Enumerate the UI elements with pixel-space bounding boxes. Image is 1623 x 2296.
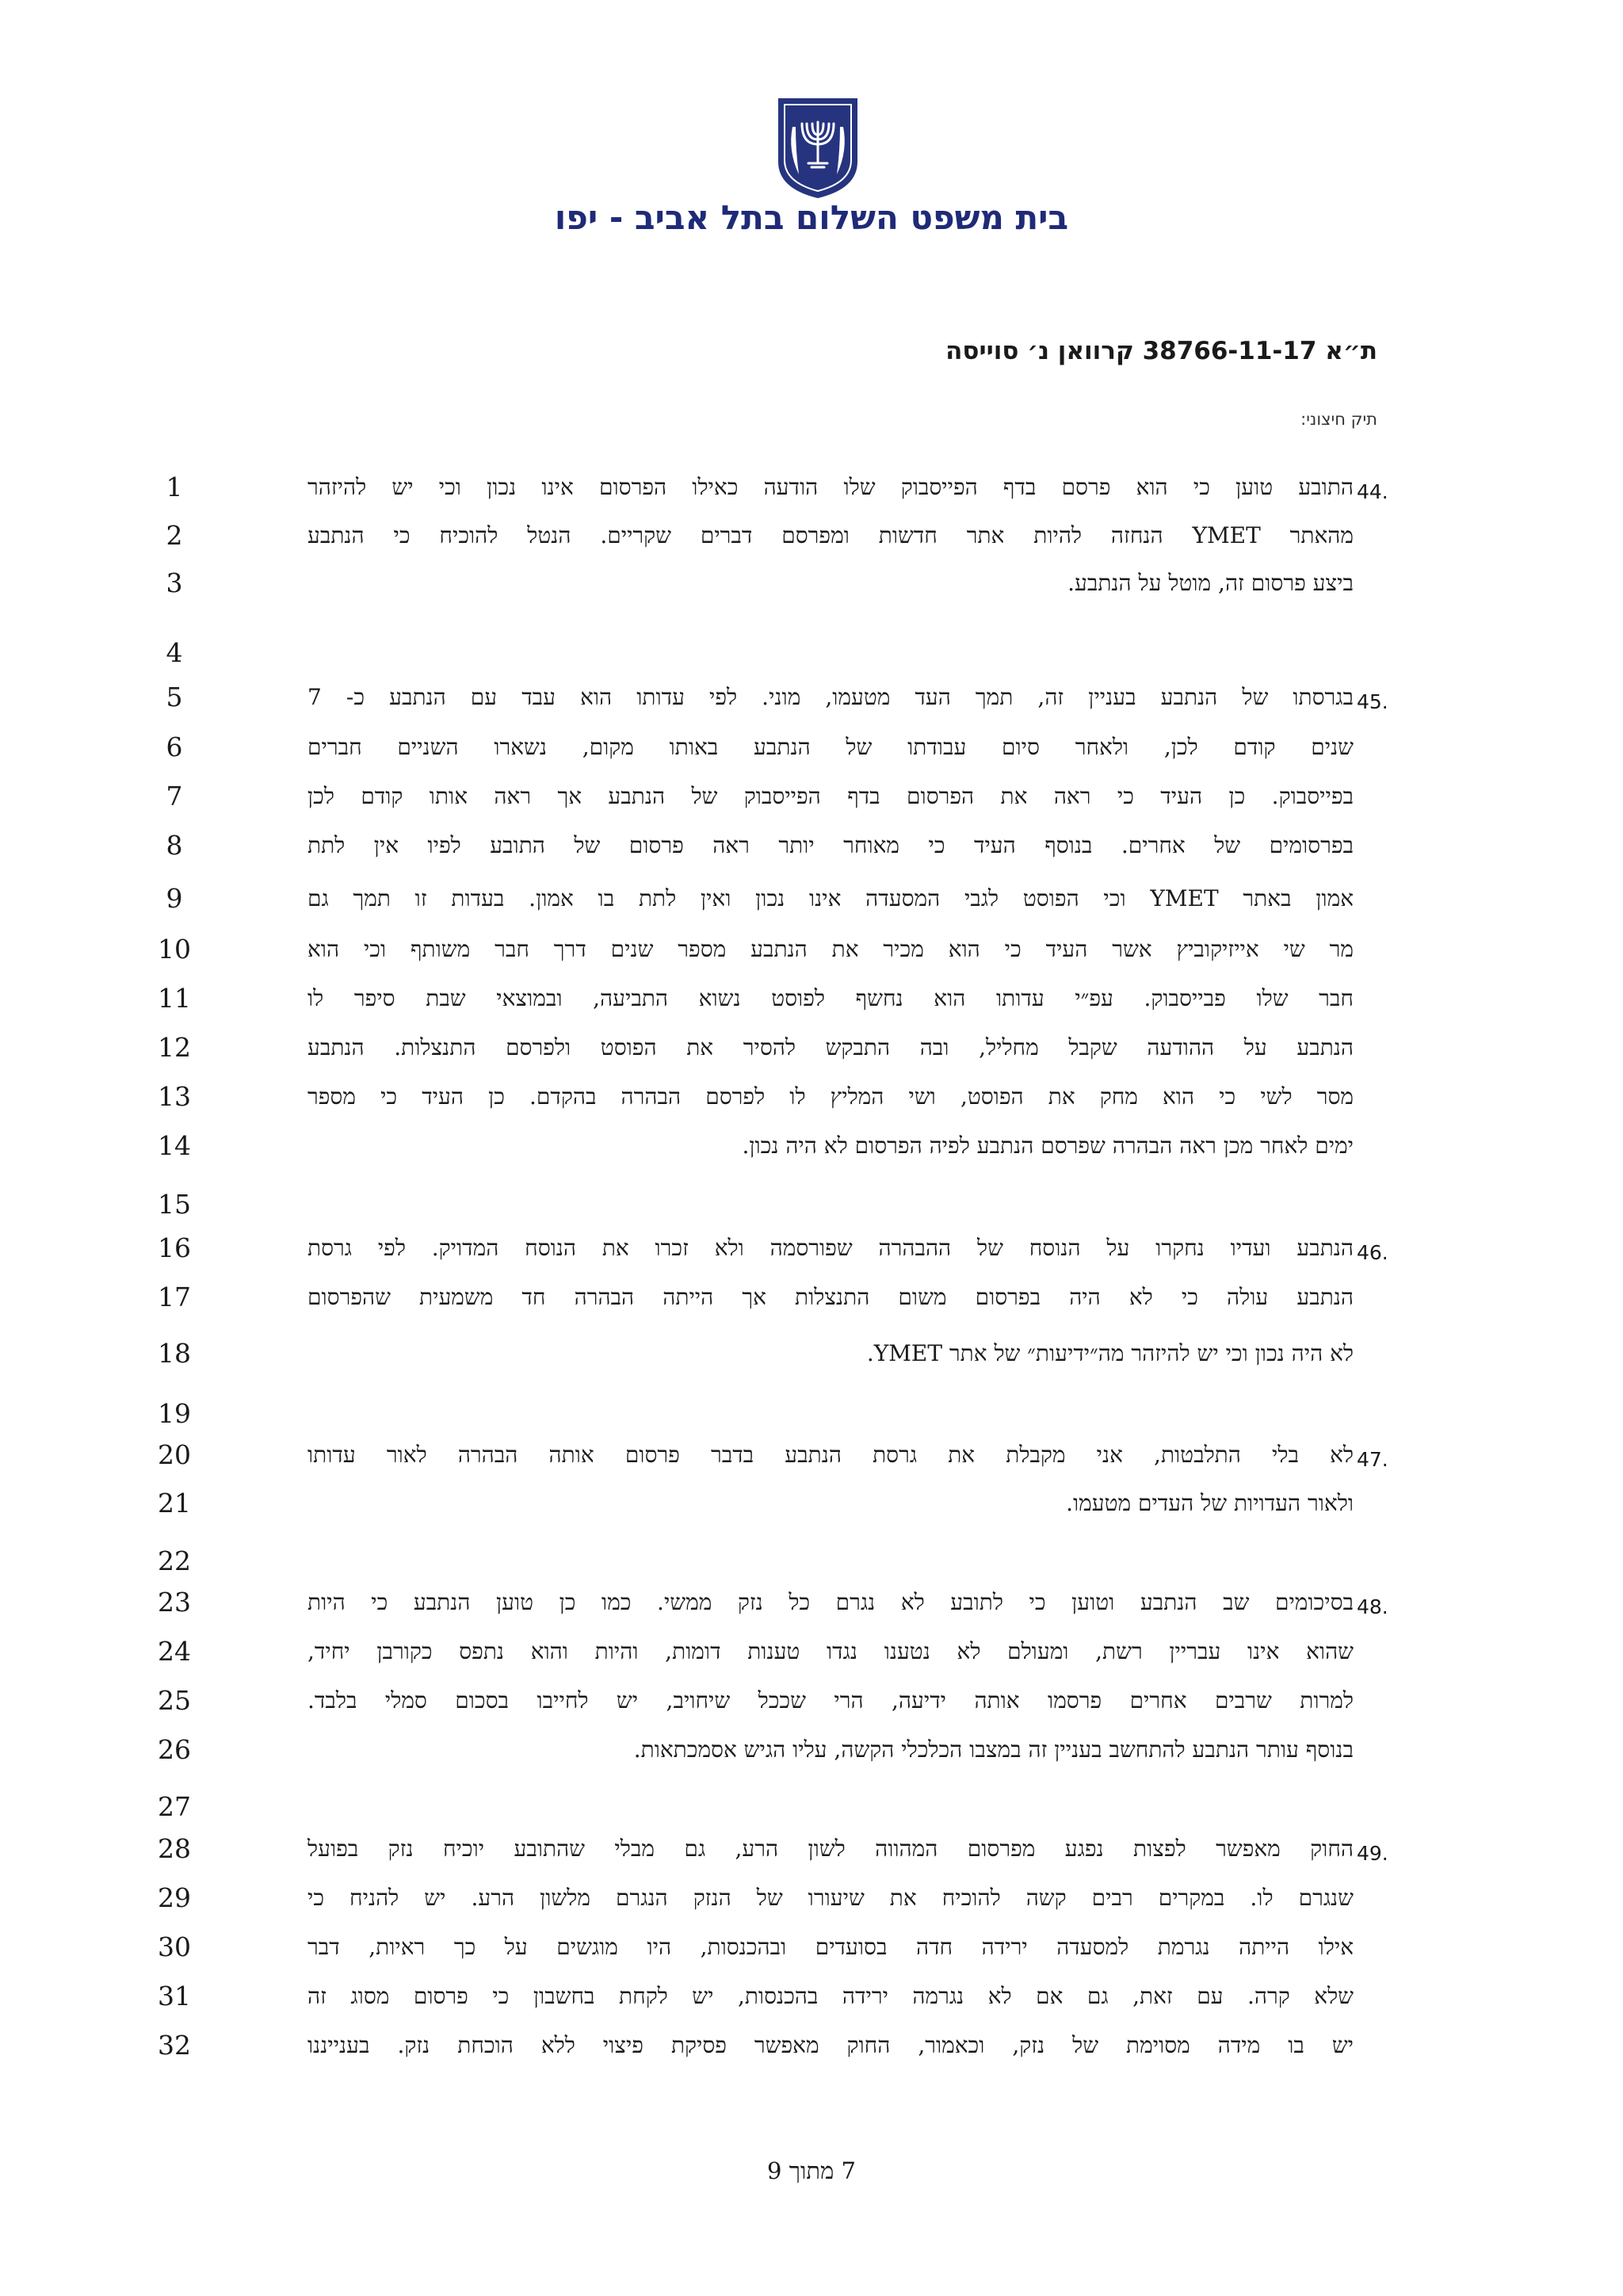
line-number: 30 [158,1931,191,1962]
paragraph-line: בפרסומים של אחרים. בנוסף העיד כי מאוחר יותר ראה פרסום של התובע לפיו אין לתת [307,832,1354,858]
paragraph-line: מהאתר YMET הנחזה להיות אתר חדשות ומפרסם דברים שקריים. הנטל להוכיח כי הנתבע [307,522,1354,548]
line-number: 3 [166,567,183,598]
paragraph-number: 46. [1357,1241,1388,1264]
paragraph-line: ולאור העדויות של העדים מטעמו. [1066,1490,1354,1516]
paragraph-line: בגרסתו של הנתבע בעניין זה, תמך העד מטעמו, מוני. לפי עדותו הוא עבד עם הנתבע כ- 7 [307,684,1354,710]
paragraph-line: בסיכומים שב הנתבע וטוען כי לתובע לא נגרם כל נזק ממשי. כמו כן טוען הנתבע כי היות [307,1589,1354,1615]
external-file-label: תיק חיצוני: [1300,410,1377,429]
line-number: 21 [158,1488,191,1519]
paragraph-line: חבר שלו פבייסבוק. עפ״י עדותו הוא נחשף לפוסט נשוא התביעה, ובמוצאי שבת סיפר לו [307,985,1354,1011]
page-number: 7 מתוך 9 [767,2157,856,2184]
line-number: 24 [158,1636,191,1667]
line-number: 2 [166,520,183,551]
paragraph-number: 45. [1357,690,1388,713]
line-number: 25 [158,1685,191,1716]
paragraph-number: 44. [1357,480,1388,503]
paragraph-line: שהוא אינו עבריין רשת, ומעולם לא נטענו נגדו טענות דומות, והיות והוא נתפס כקורבן יחיד, [307,1638,1354,1664]
paragraph-line: אמון באתר YMET וכי הפוסט לגבי המסעדה אינו נכון ואין לתת בו אמון. בעדות זו תמך גם [307,885,1354,911]
line-number: 13 [158,1081,191,1112]
line-number: 16 [158,1232,191,1263]
line-number: 27 [158,1791,191,1822]
line-number: 32 [158,2030,191,2061]
line-number: 18 [158,1338,191,1369]
line-number: 26 [158,1734,191,1765]
paragraph-line: החוק מאפשר לפצות נפגע מפרסום המהווה לשון הרע, גם מבלי שהתובע יוכיח נזק בפועל [307,1836,1354,1862]
case-title: ת״א 38766-11-17 קרוואן נ׳ סוייסה [945,337,1377,365]
line-number: 8 [166,830,183,861]
paragraph-line: אילו הייתה נגרמת למסעדה ירידה חדה בסועדים ובהכנסות, היו מוגשים על כך ראיות, דבר [307,1934,1354,1960]
paragraph-line: מר שי אייזיקוביץ אשר העיד כי הוא מכיר את הנתבע מספר שנים דרך חבר משותף וכי הוא [307,936,1354,962]
line-number: 5 [166,682,183,712]
line-number: 17 [158,1282,191,1312]
line-number: 4 [166,637,183,668]
paragraph-line: לא היה נכון וכי יש להיזהר מה״ידיעות״ של אתר YMET. [866,1340,1354,1366]
paragraph-line: ביצע פרסום זה, מוטל על הנתבע. [1067,570,1354,596]
line-number: 6 [166,732,183,762]
line-number: 15 [158,1189,191,1220]
line-number: 19 [158,1398,191,1429]
paragraph-line: יש בו מידה מסוימת של נזק, וכאמור, החוק מאפשר פסיקת פיצוי ללא הוכחת נזק. בענייננו [307,2032,1354,2058]
line-number: 31 [158,1981,191,2011]
paragraph-line: בנוסף עותר הנתבע להתחשב בעניין זה במצבו הכלכלי הקשה, עליו הגיש אסמכתאות. [633,1736,1354,1763]
paragraph-line: הנתבע ועדיו נחקרו על הנוסח של ההבהרה שפורסמה ולא זכרו את הנוסח המדויק. לפי גרסת [307,1235,1354,1261]
paragraph-line: מסר לשי כי הוא מחק את הפוסט, ושי המליץ לו לפרסם הבהרה בהקדם. כן העיד כי מספר [307,1083,1354,1110]
line-number: 29 [158,1882,191,1913]
line-number: 10 [158,934,191,965]
paragraph-line: בפייסבוק. כן העיד כי ראה את הפרסום בדף הפייסבוק של הנתבע אך ראה אותו קודם לכן [307,783,1354,809]
line-number: 28 [158,1833,191,1864]
paragraph-line: שנגרם לו. במקרים רבים קשה להוכיח את שיעורו של הנזק הנגרם מלשון הרע. יש להניח כי [307,1885,1354,1911]
paragraph-line: למרות שרבים אחרים פרסמו אותה ידיעה, הרי שככל שיחויב, יש לחייבו בסכום סמלי בלבד. [307,1687,1354,1713]
line-number: 14 [158,1130,191,1161]
paragraph-line: לא בלי התלבטות, אני מקבלת את גרסת הנתבע בדבר פרסום אותה הבהרה לאור עדותו [307,1442,1354,1468]
line-number: 22 [158,1545,191,1576]
line-number: 1 [166,472,183,502]
paragraph-line: התובע טוען כי הוא פרסם בדף הפייסבוק שלו הודעה כאילו הפרסום אינו נכון וכי יש להיזהר [307,474,1354,500]
paragraph-number: 49. [1357,1842,1388,1865]
paragraph-line: שלא קרה. עם זאת, גם אם לא נגרמה ירידה בהכנסות, יש לקחת בחשבון כי פרסום מסוג זה [307,1983,1354,2009]
state-emblem-icon [775,95,861,200]
line-number: 12 [158,1032,191,1063]
line-number: 20 [158,1439,191,1470]
paragraph-line: הנתבע על ההודעה שקבל מחליל, ובה התבקש להסיר את הפוסט ולפרסם התנצלות. הנתבע [307,1034,1354,1060]
line-number: 9 [166,883,183,914]
paragraph-number: 47. [1357,1448,1388,1471]
line-number: 7 [166,781,183,812]
court-name: בית משפט השלום בתל אביב - יפו [554,198,1069,237]
line-number: 11 [158,983,191,1014]
paragraph-line: הנתבע עולה כי לא היה בפרסום משום התנצלות אך הייתה הבהרה חד משמעית שהפרסום [307,1284,1354,1310]
paragraph-line: ימים לאחר מכן ראה הבהרה שפרסם הנתבע לפיה הפרסום לא היה נכון. [742,1133,1354,1159]
paragraph-line: שנים קודם לכן, ולאחר סיום עבודתו של הנתבע באותו מקום, נשארו השניים חברים [307,734,1354,760]
line-number: 23 [158,1587,191,1618]
paragraph-number: 48. [1357,1595,1388,1618]
